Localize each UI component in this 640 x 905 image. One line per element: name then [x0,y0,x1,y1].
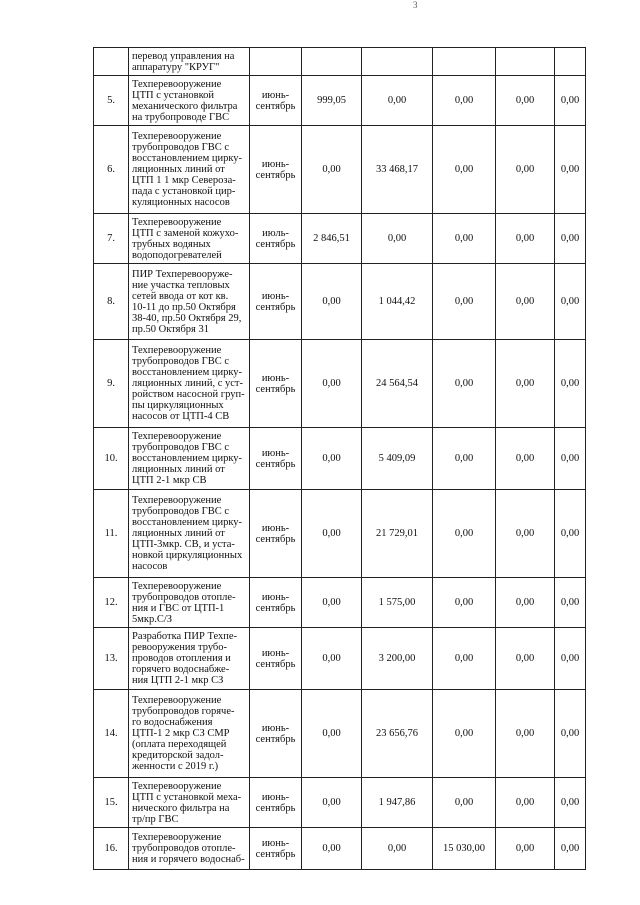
row-number: 11. [94,490,129,578]
work-period: июнь- сентябрь [250,126,302,214]
row-number: 12. [94,578,129,628]
work-period: июнь- сентябрь [250,428,302,490]
work-name: Техперевооружение ЦТП с заменой кожухо- трубных водяных водоподогревателей [129,214,250,264]
value-col-5: 0,00 [555,578,586,628]
value-col-3: 0,00 [433,76,496,126]
work-name: Разработка ПИР Техпе- ревооружения трубо- проводов отопления и горячего водоснабже- ния ЦТП 2-1 мкр СЗ [129,628,250,690]
value-col-5: 0,00 [555,778,586,828]
value-col-1: 0,00 [302,264,362,340]
work-period: июнь- сентябрь [250,76,302,126]
work-period [250,48,302,76]
value-col-3 [433,48,496,76]
table-row [94,628,586,690]
value-col-4: 0,00 [496,828,555,870]
row-number: 15. [94,778,129,828]
value-col-4: 0,00 [496,428,555,490]
value-col-1: 2 846,51 [302,214,362,264]
value-col-5: 0,00 [555,628,586,690]
value-col-2: 3 200,00 [362,628,433,690]
work-period: июнь- сентябрь [250,778,302,828]
work-name: Техперевооружение трубопроводов ГВС с восстановлением цирку- ляционных линий, с уст- ройством насосной груп- пы циркуляционных насосов от ЦТП-4 СВ [129,340,250,428]
table-row [94,126,586,214]
value-col-3: 0,00 [433,340,496,428]
work-period: июнь- сентябрь [250,490,302,578]
work-name: ПИР Техперевооруже- ние участка тепловых сетей ввода от кот кв. 10-11 до пр.50 Октября 38-40, пр.50 Октября 29, пр.50 Октября 31 [129,264,250,340]
work-name: Техперевооружение ЦТП с установкой механического фильтра на трубопроводе ГВС [129,76,250,126]
table-row [94,264,586,340]
value-col-1: 0,00 [302,628,362,690]
table-row [94,778,586,828]
value-col-5: 0,00 [555,690,586,778]
investment-table [93,47,586,870]
value-col-2: 1 044,42 [362,264,433,340]
table-row [94,578,586,628]
work-name: Техперевооружение трубопроводов ГВС с восстановлением цирку- ляционных линий от ЦТП-3мкр. СВ, и уста- новкой циркуляционных насосов [129,490,250,578]
value-col-2: 33 468,17 [362,126,433,214]
value-col-1: 0,00 [302,828,362,870]
value-col-3: 0,00 [433,628,496,690]
work-period: июнь- сентябрь [250,264,302,340]
value-col-4: 0,00 [496,214,555,264]
value-col-1: 0,00 [302,126,362,214]
value-col-3: 15 030,00 [433,828,496,870]
value-col-2: 1 575,00 [362,578,433,628]
value-col-5: 0,00 [555,126,586,214]
table-row [94,828,586,870]
value-col-4: 0,00 [496,578,555,628]
page-number: 3 [413,0,418,10]
value-col-3: 0,00 [433,214,496,264]
value-col-3: 0,00 [433,578,496,628]
value-col-3: 0,00 [433,126,496,214]
value-col-2: 5 409,09 [362,428,433,490]
work-name: Техперевооружение трубопроводов отопле- ния и горячего водоснаб- [129,828,250,870]
work-name: Техперевооружение трубопроводов отопле- ния и ГВС от ЦТП-1 5мкр.С/З [129,578,250,628]
value-col-1 [302,48,362,76]
value-col-3: 0,00 [433,490,496,578]
value-col-1: 999,05 [302,76,362,126]
value-col-4: 0,00 [496,126,555,214]
value-col-4: 0,00 [496,76,555,126]
row-number: 8. [94,264,129,340]
work-name: перевод управления на аппаратуру "КРУГ" [129,48,250,76]
work-period: июнь- сентябрь [250,578,302,628]
value-col-2: 24 564,54 [362,340,433,428]
value-col-4: 0,00 [496,490,555,578]
work-period: июль- сентябрь [250,214,302,264]
table-row [94,490,586,578]
value-col-3: 0,00 [433,264,496,340]
work-name: Техперевооружение трубопроводов горяче- го водоснабжения ЦТП-1 2 мкр СЗ СМР (оплата переходящей кредиторской задол- женности с 2019 г.) [129,690,250,778]
row-number: 13. [94,628,129,690]
value-col-5: 0,00 [555,264,586,340]
table-row [94,690,586,778]
value-col-4 [496,48,555,76]
value-col-4: 0,00 [496,264,555,340]
value-col-1: 0,00 [302,778,362,828]
work-period: июнь- сентябрь [250,828,302,870]
value-col-5: 0,00 [555,214,586,264]
value-col-3: 0,00 [433,428,496,490]
value-col-4: 0,00 [496,690,555,778]
work-period: июнь- сентябрь [250,628,302,690]
value-col-1: 0,00 [302,490,362,578]
work-name: Техперевооружение трубопроводов ГВС с восстановлением цирку- ляционных линий от ЦТП 1 1 мкр Североза- пада с установкой цир- куляционных насосов [129,126,250,214]
value-col-1: 0,00 [302,578,362,628]
value-col-4: 0,00 [496,778,555,828]
table-row [94,48,586,76]
row-number: 5. [94,76,129,126]
value-col-2: 1 947,86 [362,778,433,828]
value-col-1: 0,00 [302,340,362,428]
table-body [94,48,586,870]
value-col-5: 0,00 [555,76,586,126]
value-col-5: 0,00 [555,490,586,578]
value-col-1: 0,00 [302,690,362,778]
value-col-5: 0,00 [555,828,586,870]
table-row [94,428,586,490]
work-period: июнь- сентябрь [250,340,302,428]
work-name: Техперевооружение трубопроводов ГВС с восстановлением цирку- ляционных линий от ЦТП 2-1 мкр СВ [129,428,250,490]
value-col-2: 23 656,76 [362,690,433,778]
value-col-2: 0,00 [362,214,433,264]
table-row [94,76,586,126]
work-period: июнь- сентябрь [250,690,302,778]
value-col-2: 0,00 [362,76,433,126]
value-col-1: 0,00 [302,428,362,490]
row-number: 7. [94,214,129,264]
table-row [94,340,586,428]
value-col-4: 0,00 [496,340,555,428]
row-number [94,48,129,76]
table-row [94,214,586,264]
value-col-2: 0,00 [362,828,433,870]
value-col-2 [362,48,433,76]
work-name: Техперевооружение ЦТП с установкой меха- нического фильтра на тр/пр ГВС [129,778,250,828]
value-col-5 [555,48,586,76]
row-number: 16. [94,828,129,870]
value-col-4: 0,00 [496,628,555,690]
value-col-5: 0,00 [555,428,586,490]
value-col-2: 21 729,01 [362,490,433,578]
row-number: 6. [94,126,129,214]
row-number: 10. [94,428,129,490]
row-number: 9. [94,340,129,428]
value-col-3: 0,00 [433,778,496,828]
value-col-5: 0,00 [555,340,586,428]
value-col-3: 0,00 [433,690,496,778]
row-number: 14. [94,690,129,778]
